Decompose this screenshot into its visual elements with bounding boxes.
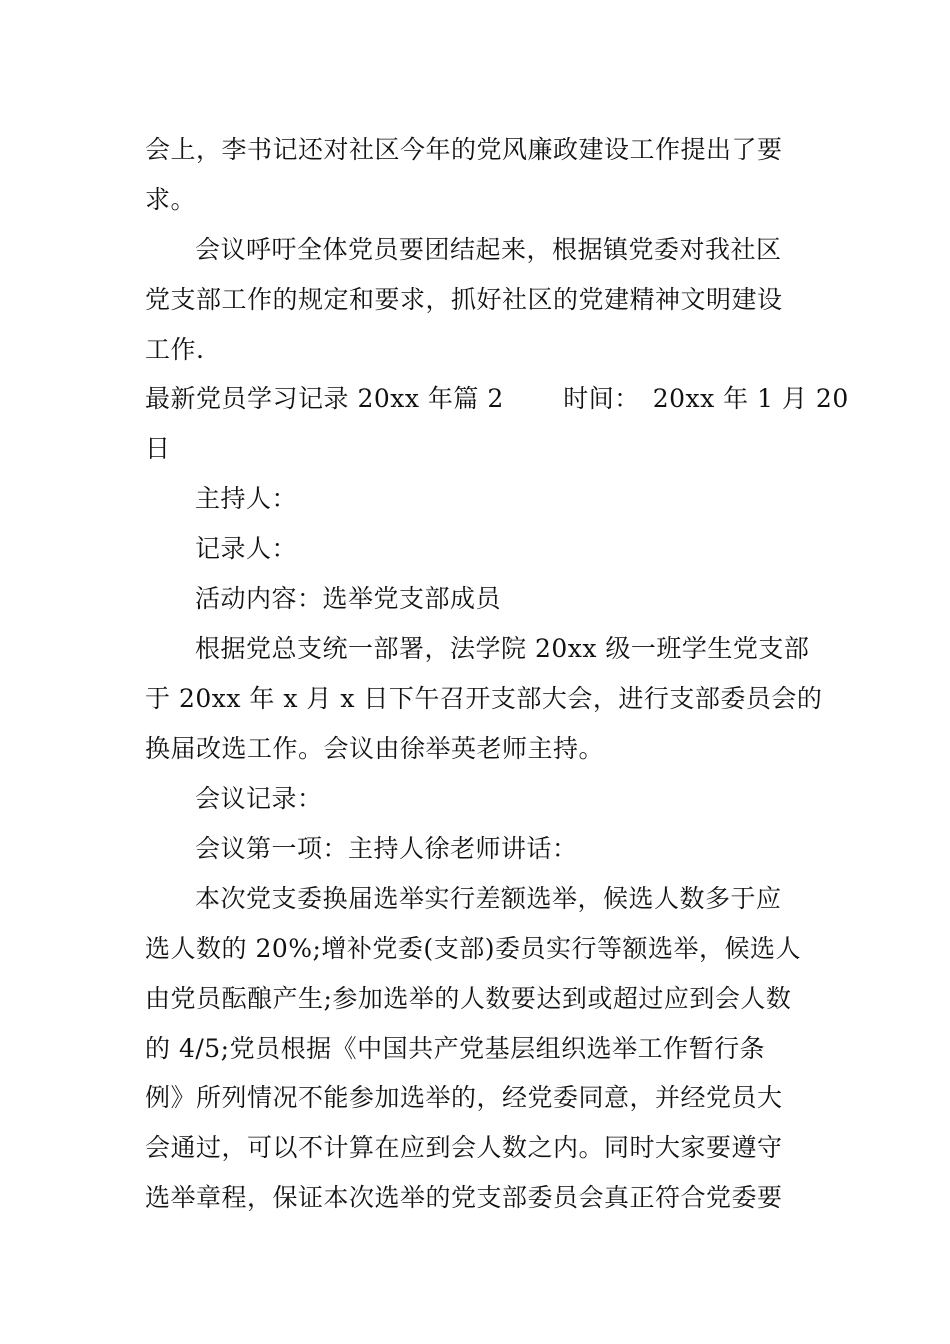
minutes-label: 会议记录： [195, 784, 323, 813]
activity-label: 活动内容：选举党支部成员 [195, 584, 502, 613]
text-line: 由党员酝酿产生;参加选举的人数要达到或超过应到会人数 [145, 984, 792, 1013]
text-line: 选人数的 20%;增补党委(支部)委员实行等额选举，候选人 [145, 934, 801, 963]
text-line: 工作. [145, 335, 205, 364]
host-label: 主持人： [195, 484, 298, 513]
text-line: 根据党总支统一部署，法学院 20xx 级一班学生党支部 [195, 634, 810, 663]
text-line: 会上，李书记还对社区今年的党风廉政建设工作提出了要 [145, 135, 783, 164]
agenda-item: 会议第一项：主持人徐老师讲话： [195, 834, 578, 863]
text-line: 求。 [145, 185, 197, 214]
text-line: 的 4/5;党员根据《中国共产党基层组织选举工作暂行条 [145, 1034, 766, 1063]
text-line: 会议呼吁全体党员要团结起来，根据镇党委对我社区 [195, 235, 782, 264]
text-line: 选举章程，保证本次选举的党支部委员会真正符合党委要 [145, 1183, 783, 1212]
text-line: 党支部工作的规定和要求，抓好社区的党建精神文明建设 [145, 285, 783, 314]
text-line: 于 20xx 年 x 月 x 日下午召开支部大会，进行支部委员会的 [145, 684, 823, 713]
recorder-label: 记录人： [195, 534, 298, 563]
section-heading: 最新党员学习记录 20xx 年篇 2 时间： 20xx 年 1 月 20 [145, 384, 849, 413]
text-line: 换届改选工作。会议由徐举英老师主持。 [145, 734, 605, 763]
text-line: 本次党支委换届选举实行差额选举，候选人数多于应 [195, 884, 782, 913]
text-line: 日 [145, 434, 171, 463]
text-line: 会通过，可以不计算在应到会人数之内。同时大家要遵守 [145, 1133, 783, 1162]
text-line: 例》所列情况不能参加选举的，经党委同意，并经党员大 [145, 1083, 783, 1112]
